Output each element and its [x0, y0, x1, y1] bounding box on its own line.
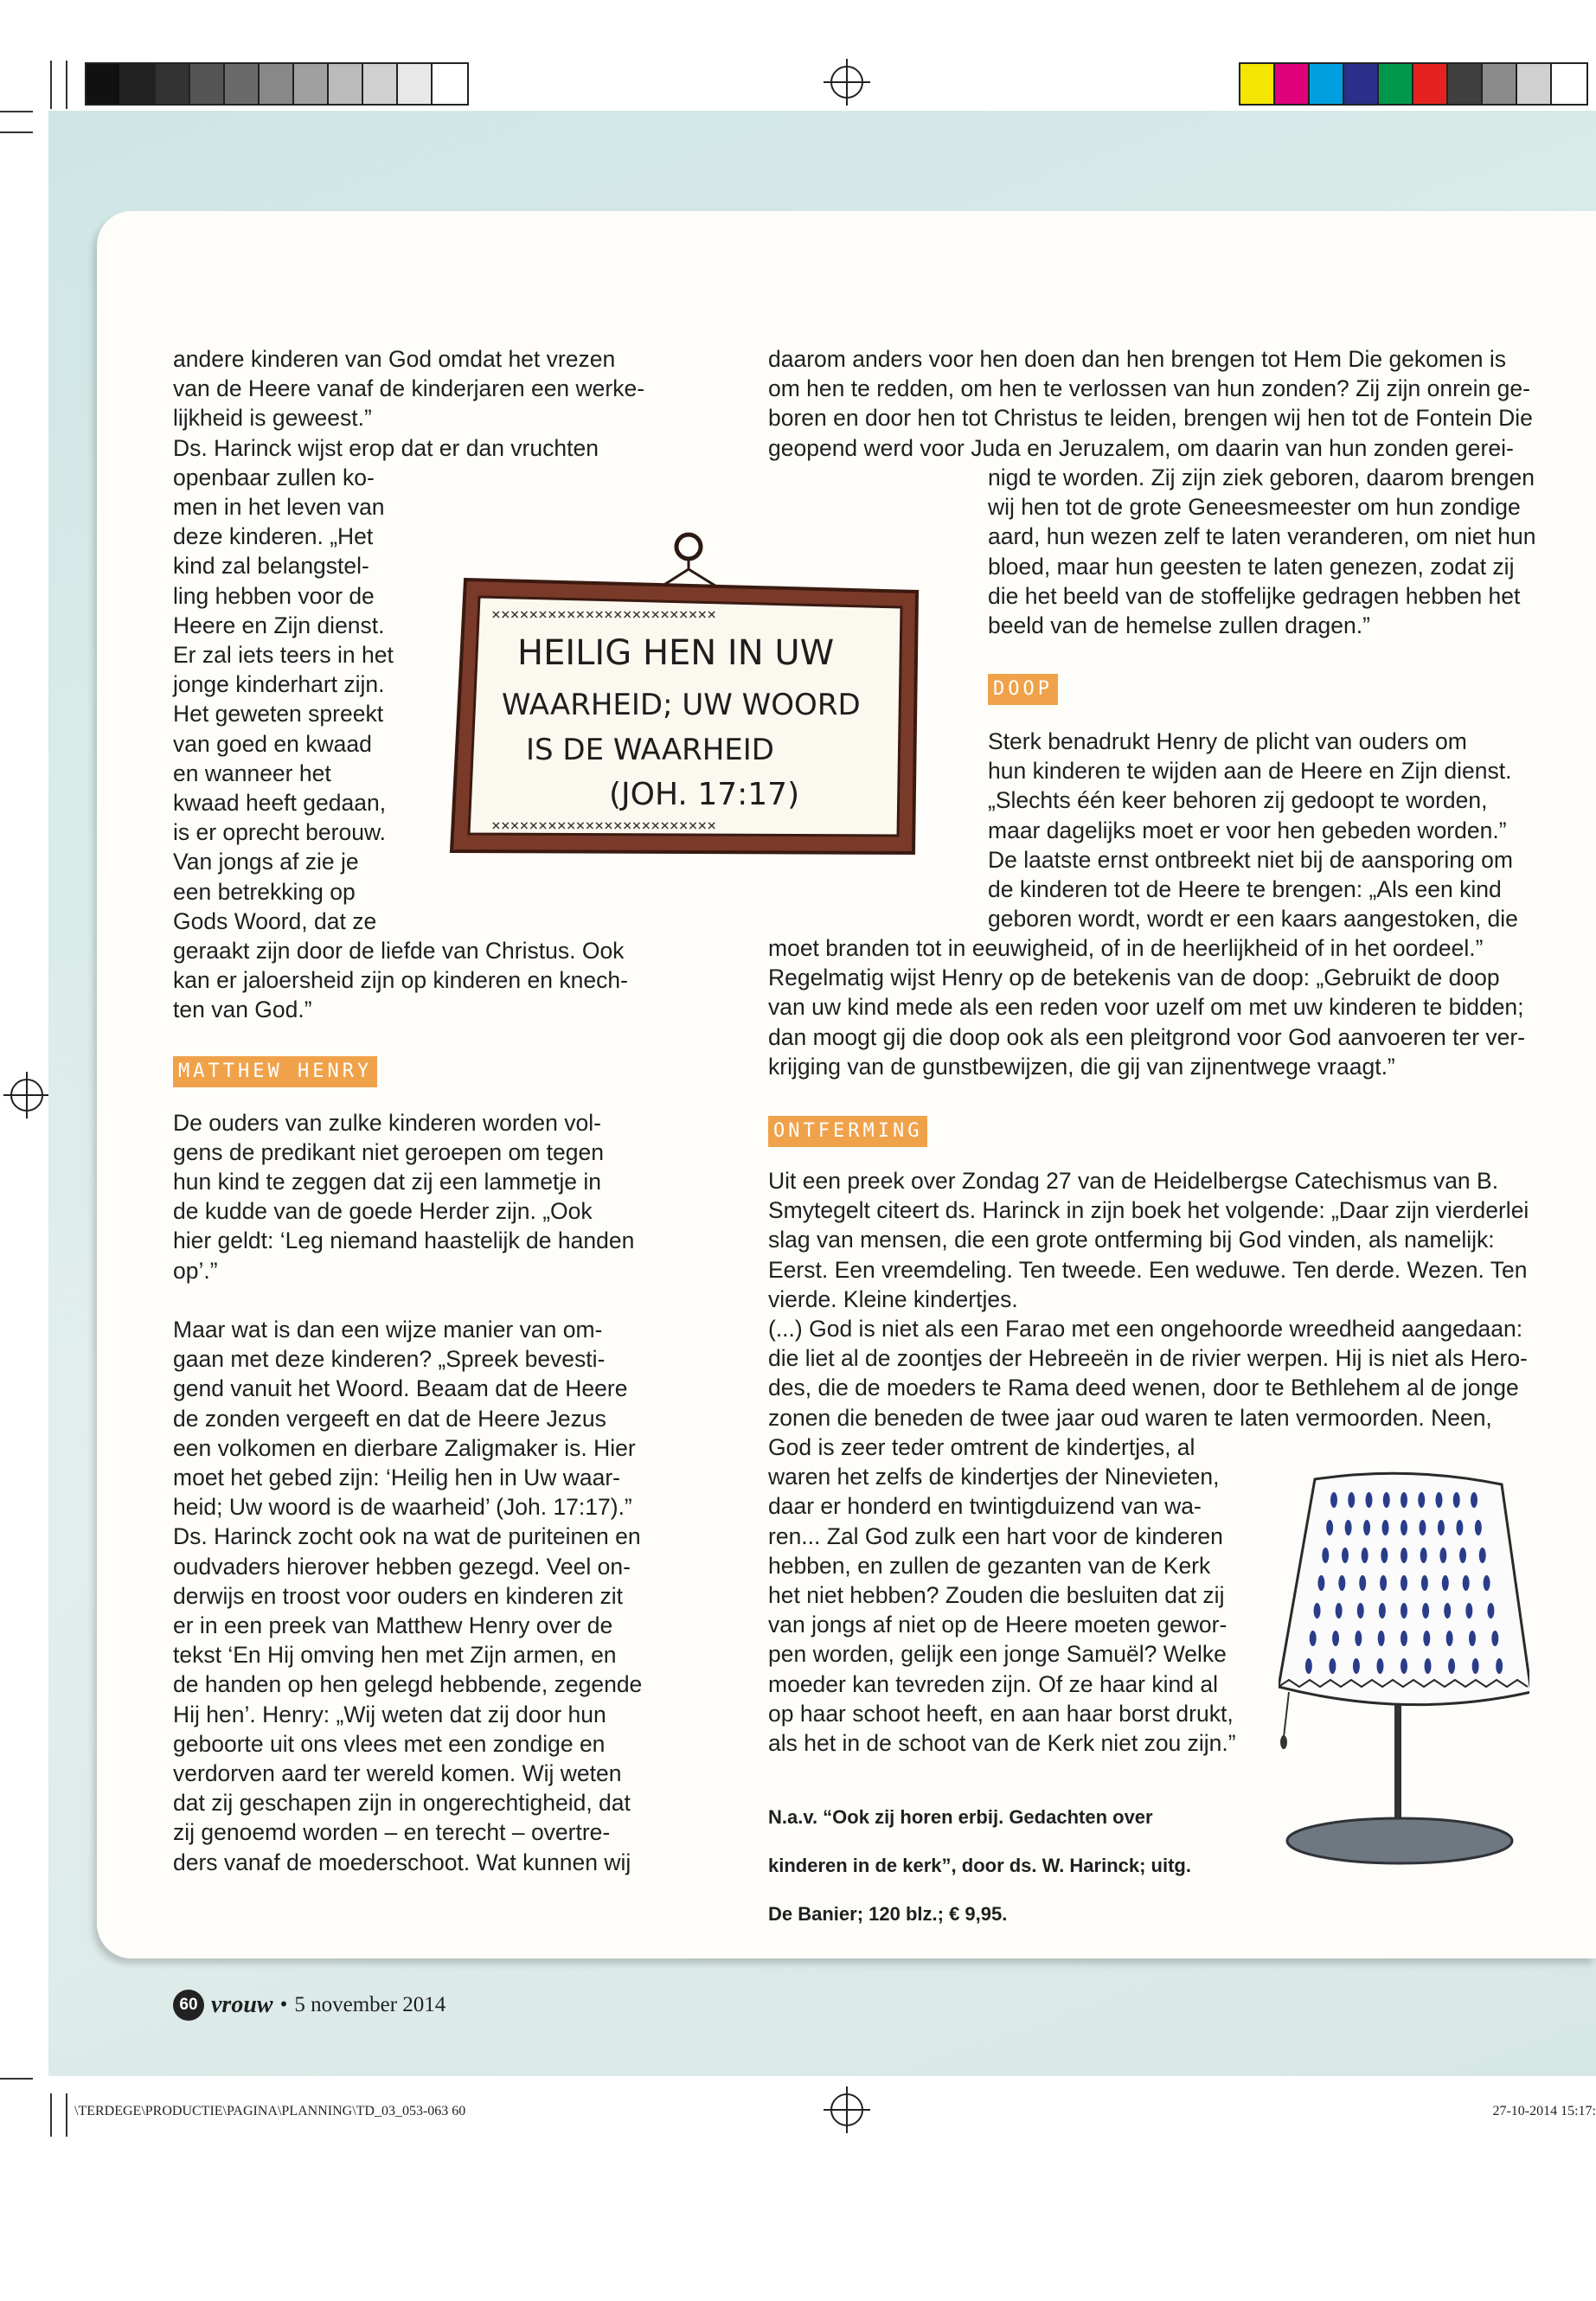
- text-line: des, die de moeders te Rama deed wenen, door te Bethlehem al de jonge: [768, 1375, 1519, 1401]
- lampshade-dot: [1381, 1548, 1388, 1563]
- page-number: 60: [173, 1990, 204, 2021]
- sign-text-line: IS DE WAARHEID: [526, 733, 774, 767]
- text-line: beeld van de hemelse zullen dragen.”: [988, 612, 1370, 639]
- slug-timestamp: 27-10-2014 15:17:: [1492, 2104, 1596, 2118]
- color-swatch: [363, 64, 398, 104]
- text-line: Sterk benadrukt Henry de plicht van ouders om: [988, 728, 1467, 754]
- text-line: (...) God is niet als een Farao met een ongehoorde wreedheid aangedaan:: [768, 1316, 1523, 1343]
- lampshade-dot: [1401, 1603, 1407, 1618]
- color-swatch: [190, 64, 225, 104]
- lampshade-dot: [1491, 1631, 1498, 1646]
- text-line: hier geldt: ‘Leg niemand haastelijk de handen: [173, 1227, 635, 1254]
- text-line: de kinderen tot de Heere te brengen: „Als een kind: [988, 876, 1502, 903]
- text-line: kwaad heeft gedaan,: [173, 790, 387, 817]
- lampshade-dot: [1459, 1548, 1466, 1563]
- text-line: kind zal belangstel-: [173, 553, 369, 580]
- lampshade-dot: [1442, 1575, 1449, 1591]
- text-line: jonge kinderhart zijn.: [173, 671, 385, 698]
- color-swatch: [87, 64, 121, 104]
- text-line: geboren wordt, wordt er een kaars aangestoken, die: [988, 906, 1518, 933]
- lampshade-dot: [1401, 1548, 1407, 1563]
- text-line: maar dagelijks moet er voor hen gebeden worden.”: [988, 817, 1507, 843]
- lampshade-dot: [1380, 1575, 1387, 1591]
- text-line: geraakt zijn door de liefde van Christus. Ook: [173, 938, 625, 965]
- text-line: moeder kan tevreden zijn. Of ze haar kind al: [768, 1670, 1218, 1697]
- lampshade-dot: [1475, 1520, 1482, 1535]
- lampshade-dot: [1330, 1492, 1337, 1508]
- text-line: ling hebben voor de: [173, 582, 375, 609]
- text-line: die het beeld van de stoffelijke gedragen hebben het: [988, 582, 1521, 609]
- lampshade-dot: [1345, 1520, 1352, 1535]
- color-swatch: [1310, 64, 1344, 104]
- text-line: lijkheid is geweest.”: [173, 405, 372, 432]
- lampshade-dot: [1379, 1603, 1386, 1618]
- text-line: gend vanuit het Woord. Beaam dat de Heere: [173, 1375, 628, 1402]
- text-line: Gods Woord, dat ze: [173, 907, 377, 934]
- sign-text-line: (JOH. 17:17): [609, 777, 800, 812]
- text-line: Ds. Harinck zocht ook na wat de puriteinen en: [173, 1523, 641, 1550]
- color-registration-bar: [1239, 62, 1588, 106]
- text-line: De ouders van zulke kinderen worden vol-: [173, 1109, 601, 1136]
- trim-mark: [0, 2078, 33, 2080]
- text-line: N.a.v. “Ook zij horen erbij. Gedachten over: [768, 1806, 1153, 1828]
- text-line: hun kinderen te wijden aan de Heere en Zijn dienst.: [988, 758, 1512, 785]
- lampshade-dot: [1471, 1492, 1477, 1508]
- text-line: Regelmatig wijst Henry op de betekenis van de doop: „Gebruikt de doop: [768, 965, 1500, 991]
- lampshade-dot: [1326, 1520, 1333, 1535]
- text-line: moet het gebed zijn: ‘Heilig hen in Uw waar-: [173, 1464, 621, 1490]
- text-line: de handen op hen gelegd hebbende, zegende: [173, 1671, 643, 1698]
- text-line: moet branden tot in eeuwigheid, of in de heerlijkheid of in het oordeel.”: [768, 935, 1484, 961]
- text-line: ren... Zal God zulk een hart voor de kinderen: [768, 1522, 1223, 1549]
- text-line: en wanneer het: [173, 760, 331, 786]
- color-swatch: [260, 64, 294, 104]
- footer-separator: •: [279, 1993, 288, 2016]
- lampshade-dot: [1479, 1548, 1486, 1563]
- trim-mark: [50, 61, 52, 109]
- right-column-top: [768, 344, 1564, 463]
- trim-mark: [66, 61, 67, 109]
- lampshade-dot: [1401, 1520, 1407, 1535]
- text-line: hebben, en zullen de gezanten van de Kerk: [768, 1552, 1211, 1579]
- trim-mark: [0, 131, 33, 133]
- text-line: krijging van de gunstbewijzen, die gij van zijnentwege vraagt.”: [768, 1053, 1395, 1080]
- color-swatch: [1275, 64, 1310, 104]
- text-line: op’.”: [173, 1257, 218, 1284]
- color-swatch: [121, 64, 156, 104]
- lampshade-dot: [1436, 1492, 1443, 1508]
- grayscale-registration-bar: [85, 62, 469, 106]
- text-line: wij hen tot de grote Geneesmeester om hun zondige: [988, 494, 1521, 521]
- lampshade-dot: [1401, 1631, 1407, 1646]
- text-line: die liet al de zoontjes der Hebreeën in de rivier werpen. Hij is niet als Hero-: [768, 1345, 1528, 1372]
- text-line: Uit een preek over Zondag 27 van de Heidelbergse Catechismus van B.: [768, 1168, 1499, 1194]
- lampshade-dot: [1317, 1575, 1324, 1591]
- lampshade-dot: [1469, 1631, 1476, 1646]
- lampshade-dot: [1465, 1603, 1472, 1618]
- lampshade-dot: [1401, 1575, 1407, 1591]
- text-line: daarom anders voor hen doen dan hen brengen tot Hem Die gekomen is: [768, 346, 1506, 372]
- lampshade-dot: [1366, 1492, 1373, 1508]
- text-line: de kudde van de goede Herder zijn. „Ook: [173, 1198, 593, 1225]
- text-line: bloed, maar hun geesten te laten genezen, zodat zij: [988, 553, 1515, 580]
- text-line: op haar schoot heeft, en aan haar borst drukt,: [768, 1700, 1234, 1727]
- text-line: hun kind te zeggen dat zij een lammetje in: [173, 1169, 601, 1195]
- text-line: Smytegelt citeert ds. Harinck in zijn boek het volgende: „Daar zijn vierderlei: [768, 1197, 1529, 1224]
- sign-stitch-border-bottom: ××××××××××××××××××××××××: [491, 817, 717, 835]
- text-line: derwijs en troost voor ouders en kinderen zit: [173, 1582, 623, 1609]
- text-line: er in een preek van Matthew Henry over de: [173, 1612, 613, 1638]
- text-line: de zonden vergeeft en dat de Heere Jezus: [173, 1405, 606, 1432]
- trim-mark: [50, 2093, 52, 2137]
- lampshade-dot: [1439, 1548, 1446, 1563]
- section-heading-ontferming: ONTFERMING: [768, 1116, 927, 1147]
- lampshade-dot: [1305, 1658, 1312, 1674]
- lampshade-dot: [1382, 1520, 1389, 1535]
- lampshade-dot: [1329, 1658, 1336, 1674]
- lampshade-dot: [1425, 1658, 1432, 1674]
- color-swatch: [433, 64, 467, 104]
- section-heading-doop: DOOP: [988, 674, 1058, 705]
- slug-file-path: \TERDEGE\PRODUCTIE\PAGINA\PLANNING\TD_03_053-063 60: [74, 2104, 466, 2118]
- text-line: Er zal iets teers in het: [173, 642, 394, 669]
- lampshade-dot: [1418, 1492, 1425, 1508]
- text-line: Van jongs af zie je: [173, 849, 359, 875]
- text-line: van jongs af niet op de Heere moeten gewor-: [768, 1612, 1227, 1638]
- text-line: De Banier; 120 blz.; € 9,95.: [768, 1903, 1008, 1925]
- doop-full-paragraph: [768, 933, 1573, 1081]
- text-line: geopend werd voor Juda en Jeruzalem, om daarin van hun zonden gerei-: [768, 434, 1514, 461]
- right-column-indent: [988, 463, 1576, 640]
- registration-crosshair-icon: [830, 66, 863, 99]
- text-line: ten van God.”: [173, 997, 312, 1023]
- lampshade-dot: [1362, 1548, 1368, 1563]
- lampshade-dot: [1336, 1603, 1343, 1618]
- lampshade-dot: [1496, 1658, 1503, 1674]
- lampshade-dot: [1484, 1575, 1490, 1591]
- lampshade-dot: [1353, 1658, 1360, 1674]
- color-swatch: [398, 64, 433, 104]
- text-line: zij genoemd worden – en terecht – overtre-: [173, 1819, 611, 1846]
- color-swatch: [1552, 64, 1586, 104]
- lampshade-dot: [1422, 1603, 1429, 1618]
- text-line: een betrekking op: [173, 878, 356, 905]
- text-line: andere kinderen van God omdat het vrezen: [173, 346, 616, 372]
- lampshade-dot: [1322, 1548, 1329, 1563]
- text-line: gaan met deze kinderen? „Spreek bevesti-: [173, 1346, 606, 1373]
- lampshade-dot: [1357, 1603, 1364, 1618]
- paragraph: [173, 1315, 657, 1877]
- text-line: ders vanaf de moederschoot. Wat kunnen wij: [173, 1849, 631, 1875]
- doop-section: [988, 672, 1058, 705]
- magazine-name: vrouw: [211, 1991, 273, 2018]
- book-credit: [768, 1784, 1253, 1948]
- text-line: waren het zelfs de kindertjes der Ninevieten,: [768, 1464, 1220, 1490]
- text-line: geboorte uit ons vlees met een zondige en: [173, 1730, 606, 1757]
- paragraph: [173, 1108, 657, 1285]
- trim-mark: [66, 2093, 67, 2137]
- page-footer: [173, 1990, 445, 2021]
- sign-stitch-border-top: ××××××××××××××××××××××××: [491, 606, 717, 624]
- lampshade-dot: [1310, 1631, 1317, 1646]
- lampshade-dot: [1446, 1631, 1453, 1646]
- text-line: het niet hebben? Zouden die besluiten dat zij: [768, 1582, 1225, 1609]
- registration-crosshair-icon: [830, 2093, 863, 2126]
- color-swatch: [1517, 64, 1552, 104]
- text-line: Ds. Harinck wijst erop dat er dan vruchten: [173, 434, 599, 461]
- text-line: tekst ‘En Hij omving hen met Zijn armen, en: [173, 1642, 617, 1669]
- color-swatch: [225, 64, 260, 104]
- lampshade-dot: [1444, 1603, 1451, 1618]
- lampshade-dot: [1332, 1631, 1339, 1646]
- ontferming-paragraph: [768, 1166, 1573, 1433]
- lampshade-dot: [1438, 1520, 1445, 1535]
- lampshade-dot: [1472, 1658, 1479, 1674]
- lampshade-dot: [1314, 1603, 1321, 1618]
- text-line: is er oprecht berouw.: [173, 819, 386, 846]
- lampshade-dot: [1401, 1492, 1407, 1508]
- cross-stitch-sign-illustration: [439, 509, 941, 863]
- color-swatch: [1483, 64, 1517, 104]
- text-line: nigd te worden. Zij zijn ziek geboren, daarom brengen: [988, 465, 1535, 490]
- text-line: dan moogt gij die doop ook als een pleitgrond voor God aanvoeren ter ver-: [768, 1023, 1526, 1050]
- text-line: Hij hen’. Henry: „Wij weten dat zij door hun: [173, 1701, 606, 1727]
- ontferming-section: [768, 1114, 927, 1147]
- text-line: om hen te redden, om hen te verlossen van hun zonden? Zij zijn onrein ge-: [768, 375, 1530, 402]
- text-line: als het in de schoot van de Kerk niet zou zijn.”: [768, 1730, 1236, 1757]
- text-line: van uw kind mede als een reden voor uzelf om met uw kinderen te bidden;: [768, 994, 1524, 1021]
- color-swatch: [329, 64, 363, 104]
- lampshade-dot: [1376, 1658, 1383, 1674]
- lampshade-dot: [1421, 1575, 1428, 1591]
- text-line: van goed en kwaad: [173, 730, 372, 757]
- text-line: slag van mensen, die een grote ontferming bij God vinden, als namelijk:: [768, 1227, 1495, 1253]
- lampshade-dot: [1463, 1575, 1470, 1591]
- text-line: dat zij geschapen zijn in ongerechtigheid, dat: [173, 1790, 631, 1817]
- text-line: men in het leven van: [173, 494, 385, 521]
- section-heading-matthew-henry: MATTHEW HENRY: [173, 1056, 377, 1087]
- text-line: Eerst. Een vreemdeling. Ten tweede. Een weduwe. Ten derde. Wezen. Ten: [768, 1256, 1528, 1283]
- text-line: pen worden, gelijk een jonge Samuël? Welke: [768, 1641, 1227, 1668]
- text-line: gens de predikant niet geroepen om tegen: [173, 1138, 604, 1165]
- lampshade-dot: [1419, 1520, 1426, 1535]
- text-line: God is zeer teder omtrent de kindertjes, al: [768, 1434, 1195, 1460]
- lampshade-dot: [1378, 1631, 1385, 1646]
- color-swatch: [1448, 64, 1483, 104]
- text-line: van de Heere vanaf de kinderjaren een werke-: [173, 375, 645, 402]
- ontferming-narrow-paragraph: [768, 1433, 1253, 1758]
- color-swatch: [1344, 64, 1379, 104]
- lampshade-dot: [1355, 1631, 1362, 1646]
- text-line: openbaar zullen ko-: [173, 464, 375, 490]
- lampshade-dot: [1383, 1492, 1390, 1508]
- text-line: „Slechts één keer behoren zij gedoopt te worden,: [988, 787, 1488, 814]
- text-line: Heere en Zijn dienst.: [173, 612, 385, 638]
- text-line: Maar wat is dan een wijze manier van om-: [173, 1316, 603, 1343]
- lampshade-dot: [1423, 1631, 1430, 1646]
- lampshade-dot: [1363, 1520, 1370, 1535]
- lampshade-dot: [1342, 1548, 1349, 1563]
- lampshade-dot: [1359, 1575, 1366, 1591]
- text-line: kinderen in de kerk”, door ds. W. Harinck; uitg.: [768, 1855, 1191, 1876]
- text-line: boren en door hen tot Christus te leiden, brengen wij hen tot de Fontein Die: [768, 405, 1533, 432]
- text-line: aard, hun wezen zelf te laten veranderen, om niet hun: [988, 523, 1536, 550]
- issue-date: 5 november 2014: [294, 1993, 446, 2016]
- lampshade-dot: [1420, 1548, 1427, 1563]
- sign-text-line: WAARHEID; UW WOORD: [502, 688, 861, 722]
- color-swatch: [294, 64, 329, 104]
- color-swatch: [1379, 64, 1413, 104]
- text-line: zonen die beneden de twee jaar oud waren te laten vermoorden. Neen,: [768, 1404, 1492, 1431]
- text-line: heid; Uw woord is de waarheid’ (Joh. 17:17).”: [173, 1494, 632, 1521]
- text-line: De laatste ernst ontbreekt niet bij de aansporing om: [988, 846, 1513, 873]
- registration-crosshair-icon: [10, 1079, 43, 1112]
- text-line: een volkomen en dierbare Zaligmaker is. Hier: [173, 1434, 636, 1461]
- text-line: vierde. Kleine kindertjes.: [768, 1285, 1018, 1312]
- lampshade-dot: [1401, 1658, 1407, 1674]
- table-lamp-illustration: [1279, 1469, 1529, 1875]
- text-line: Het geweten spreekt: [173, 701, 384, 727]
- text-line: daar er honderd en twintigduizend van wa-: [768, 1493, 1202, 1520]
- text-line: verdorven aard ter wereld komen. Wij weten: [173, 1759, 622, 1786]
- doop-indent-paragraph: [988, 727, 1576, 933]
- text-line: kan er jaloersheid zijn op kinderen en knech-: [173, 967, 628, 994]
- lampshade-dot: [1453, 1492, 1460, 1508]
- lampshade-dot: [1348, 1492, 1355, 1508]
- lampshade-dot: [1456, 1520, 1463, 1535]
- lampshade-dot: [1338, 1575, 1345, 1591]
- lampshade-dot: [1448, 1658, 1455, 1674]
- trim-mark: [0, 111, 33, 112]
- color-swatch: [1413, 64, 1448, 104]
- color-swatch: [156, 64, 190, 104]
- sign-text-line: HEILIG HEN IN UW: [517, 633, 835, 673]
- color-swatch: [1240, 64, 1275, 104]
- lampshade-dot: [1487, 1603, 1494, 1618]
- text-line: deze kinderen. „Het: [173, 523, 374, 550]
- text-line: oudvaders hierover hebben gezegd. Veel on-: [173, 1553, 631, 1580]
